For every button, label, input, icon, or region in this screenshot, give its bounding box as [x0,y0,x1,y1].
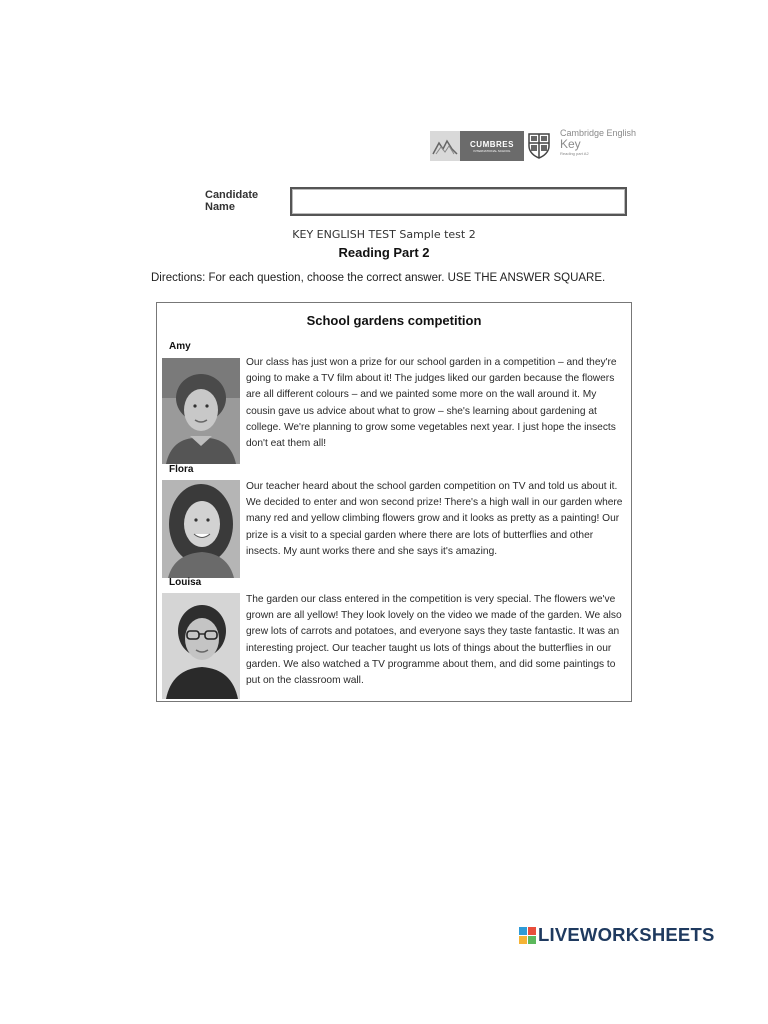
cambridge-english-key-logo [560,128,636,156]
liveworksheets-blocks-icon [519,927,536,944]
photo-flora [162,480,240,578]
cumbres-logo-text: CUMBRES [470,139,514,149]
cumbres-logo-subtext: INTERNATIONAL SCHOOL [473,148,511,153]
cambridge-shield-icon [528,133,550,164]
mountain-icon [430,131,460,161]
cambridge-line3: Reading part A2 [560,151,589,156]
directions: Directions: For each question, choose the correct answer. USE THE ANSWER SQUARE. [151,272,606,284]
candidate-name-field[interactable] [290,187,627,216]
entry-text-louisa: The garden our class entered in the competition is very special. The flowers we've grown are all yellow! They look lovely on the video we made of the garden. We also grew lots of carrots and potatoes, and everyone says they taste fantastic. It was an interesting project. Our teacher taught us lots of things about the butterflies in our garden. We also watched a TV programme about them, and did some paintings to put on the classroom wall. [246,594,622,687]
test-title: KEY ENGLISH TEST Sample test 2 [292,228,476,241]
entry-text-amy: Our class has just won a prize for our school garden in a competition – and they're going to make a TV film about it! The judges liked our garden because the flowers are all different colours – and we painted some more on the wall around it. My cousin gave us advice about what to grow – she's learning about gardening at college. We're planning to grow some vegetables next year. I just hope the insects don't eat them all! [246,357,617,450]
cambridge-line1: Cambridge English [560,128,637,138]
entry-name-amy: Amy [169,341,191,352]
liveworksheets-logo [519,924,715,946]
entry-text-flora: Our teacher heard about the school garden competition on TV and told us about it. We decided to enter and won second prize! There's a high wall in our garden where many red and yellow climbing flowers grow and it looks as pretty as a painting! Our prize is a visit to a special garden where there are lots of butterflies and other insects. My aunt works there and she says it's amazing. [246,481,623,557]
photo-amy [162,358,240,464]
liveworksheets-text: LIVEWORKSHEETS [538,924,715,945]
panel-title: School gardens competition [306,313,482,328]
entry-name-louisa: Louisa [169,577,202,588]
cumbres-logo [430,131,524,161]
reading-panel [156,302,632,702]
candidate-name-label: Candidate Name [205,189,259,213]
cambridge-line2: Key [560,137,581,151]
part-title: Reading Part 2 [338,245,430,260]
entry-name-flora: Flora [169,464,194,475]
photo-louisa [162,593,240,699]
